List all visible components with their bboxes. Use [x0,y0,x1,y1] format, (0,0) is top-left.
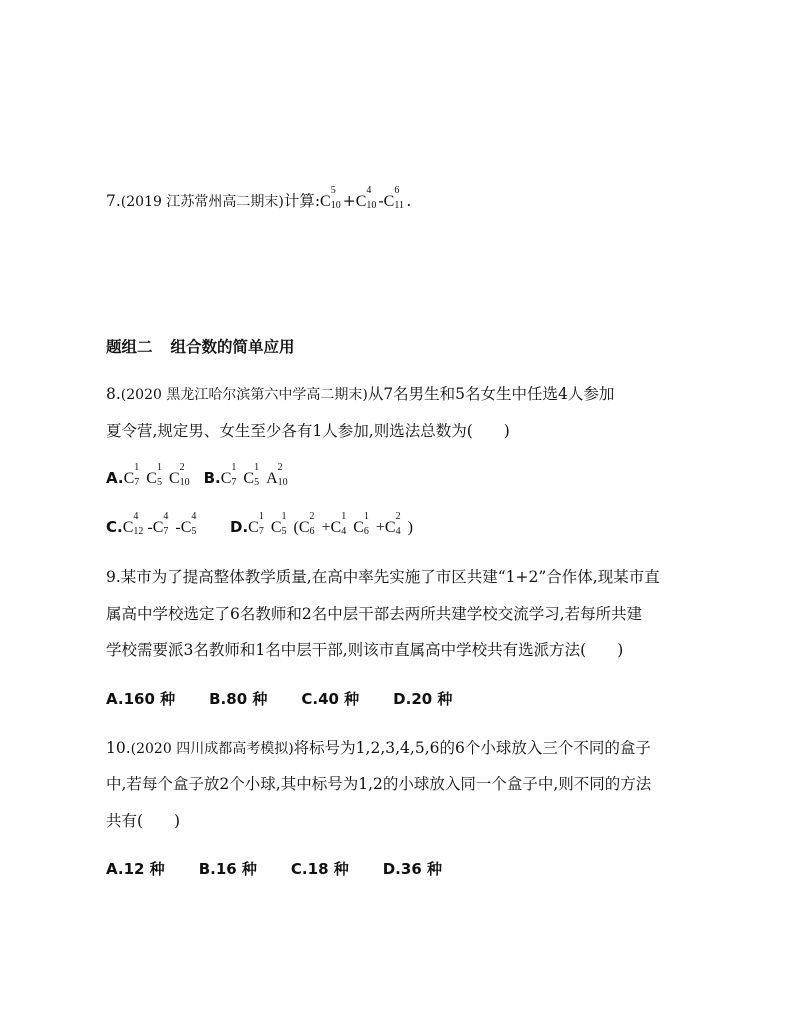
question-9-line-3: 学校需要派3名教师和1名中层干部,则该市直属高中学校共有选派方法( ) [106,641,624,659]
question-7: 7.(2019 江苏常州高二期末)计算:C 5 10 +C 4 10 -C 6 11 . [106,185,412,211]
combination-term: C 6 11 [383,185,404,211]
option-b[interactable]: B.80 种 [209,690,268,708]
operator: + [342,192,356,210]
option-a[interactable]: A.12 种 [106,860,165,878]
question-number: 8. [106,385,121,403]
option-a[interactable]: A.C 1 7 C 1 5 C 2 10 [106,462,190,488]
option-d[interactable]: D.C 1 7 C 1 5 (C 2 6 +C 1 4 C 1 6 +C 2 4 ) [230,511,413,537]
question-10-options [106,858,442,880]
option-c[interactable]: C.40 种 [301,690,360,708]
option-a[interactable]: A.160 种 [106,690,176,708]
question-source: (2019 江苏常州高二期末) [120,194,284,210]
section-heading [106,336,295,358]
question-8-options-ab [106,462,292,490]
question-9-options [106,688,452,710]
question-source: (2020 四川成都高考模拟) [130,741,294,757]
section-label: 题组二 [106,338,153,356]
section-title: 组合数的简单应用 [170,338,295,356]
combination-term: C 5 10 [320,185,341,211]
question-8-line-1 [106,383,614,406]
question-number: 7. [106,192,121,210]
option-d[interactable]: D.20 种 [393,690,453,708]
option-d[interactable]: D.36 种 [382,860,442,878]
question-text: 将标号为1,2,3,4,5,6的6个小球放入三个不同的盒子 [293,739,651,757]
question-number: 10. [106,739,131,757]
question-8-line-2: 夏令营,规定男、女生至少各有1人参加,则选法总数为( ) [106,422,510,440]
question-source: (2020 黑龙江哈尔滨第六中学高二期末) [120,387,368,403]
option-c[interactable]: C.C 4 12 -C 4 7 -C 4 5 [106,511,197,537]
question-8-options-cd [106,511,413,539]
question-10-line-3: 共有( ) [106,812,181,830]
operator: - [378,192,384,210]
option-b[interactable]: B.C 1 7 C 1 5 A 2 10 [203,462,288,488]
option-b[interactable]: B.16 种 [198,860,257,878]
question-text: 从7名男生和5名女生中任选4人参加 [367,385,615,403]
question-10-line-1 [106,737,651,760]
option-c[interactable]: C.18 种 [290,860,349,878]
question-9-line-1: 9.某市为了提高整体教学质量,在高中率先实施了市区共建“1+2”合作体,现某市直 [106,568,660,586]
question-10-line-2: 中,若每个盒子放2个小球,其中标号为1,2的小球放入同一个盒子中,则不同的方法 [106,775,652,793]
question-text: 计算: [283,192,321,210]
question-9-line-2: 属高中学校选定了6名教师和2名中层干部去两所共建学校交流学习,若每所共建 [106,605,643,623]
combination-term: C 4 10 [355,185,377,211]
